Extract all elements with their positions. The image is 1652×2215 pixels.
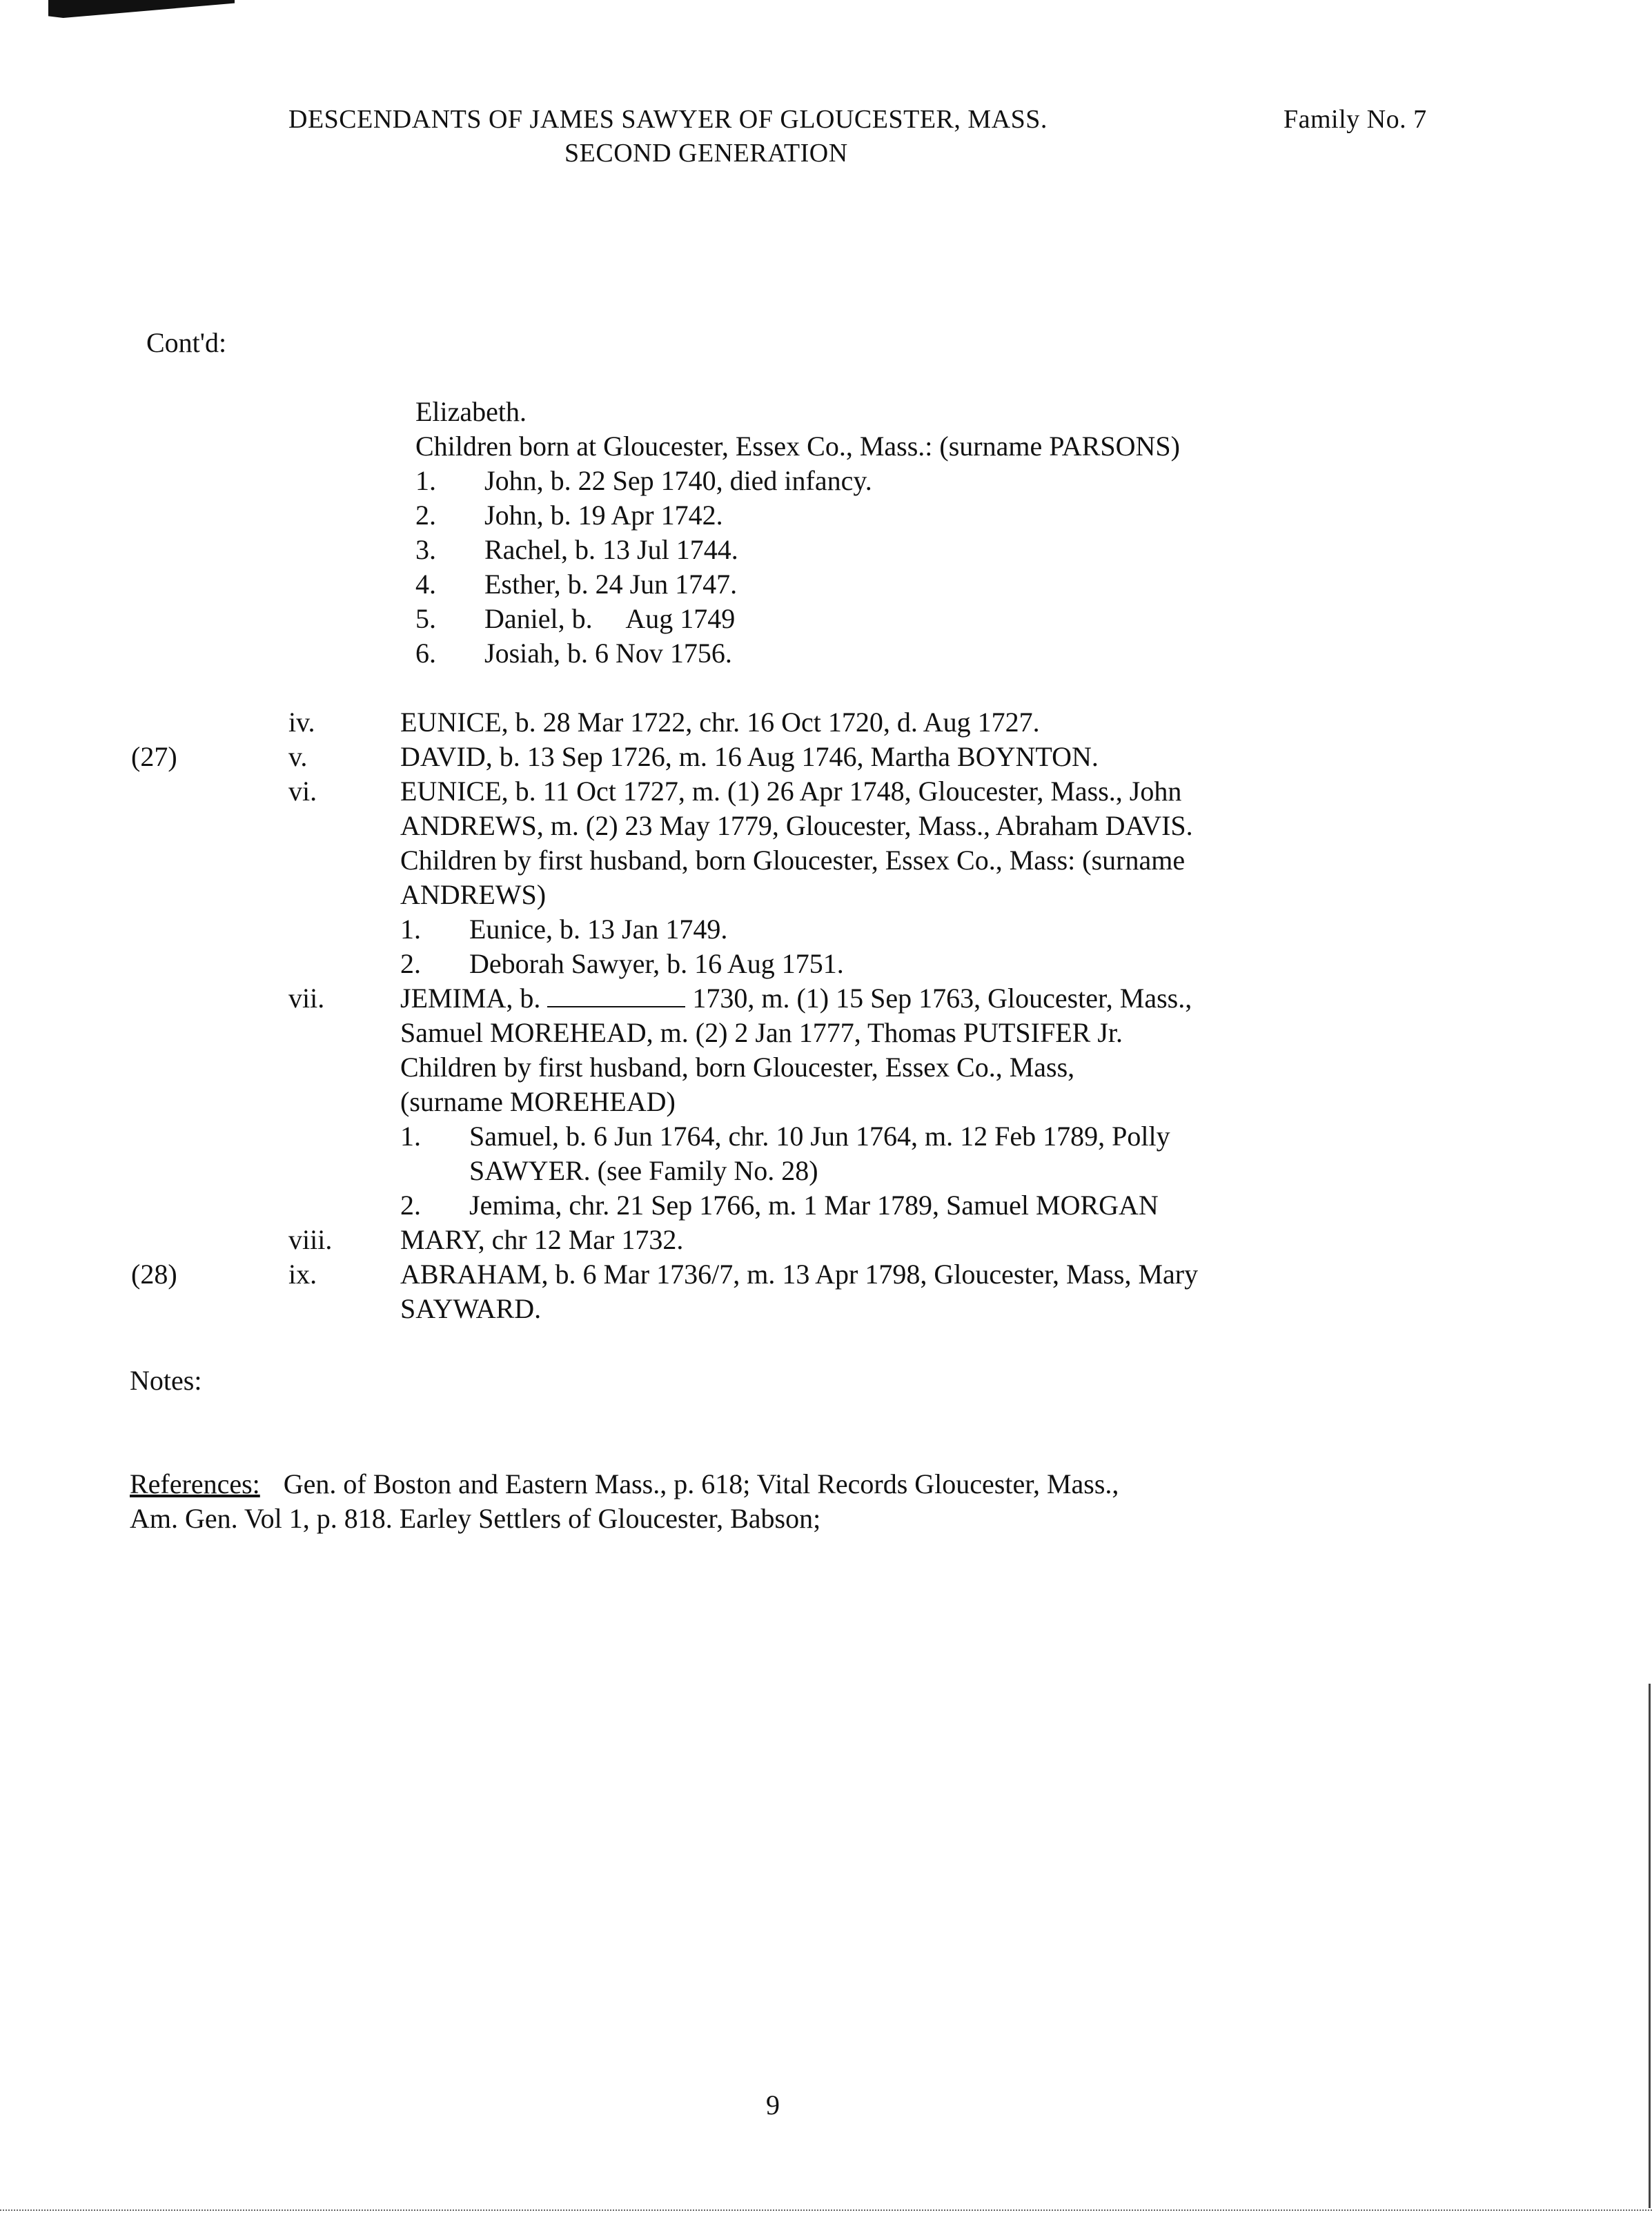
entry-viii-text: MARY, chr 12 Mar 1732.: [400, 1224, 684, 1255]
contd-label: Cont'd:: [146, 327, 227, 358]
entry-v-text: DAVID, b. 13 Sep 1726, m. 16 Aug 1746, Martha BOYNTON.: [400, 741, 1099, 772]
entry-roman-vii: vii.: [288, 983, 325, 1014]
page-title: DESCENDANTS OF JAMES SAWYER OF GLOUCESTER, MASS.: [288, 105, 1048, 134]
references-line: Am. Gen. Vol 1, p. 818. Earley Settlers of Gloucester, Babson;: [130, 1503, 821, 1534]
list-item: 4. Esther, b. 24 Jun 1747.: [415, 569, 738, 600]
references-line: References: Gen. of Boston and Eastern Mass., p. 618; Vital Records Gloucester, Mass.,: [130, 1468, 1119, 1499]
list-item: 5. Daniel, b. Aug 1749: [415, 603, 736, 634]
parsons-name-line: Elizabeth.: [415, 396, 527, 427]
scan-bottom-edge: [0, 2209, 1652, 2212]
entry-vi-line: ANDREWS): [400, 879, 547, 910]
entry-roman-iv: iv.: [288, 707, 315, 738]
list-item: 2. John, b. 19 Apr 1742.: [415, 500, 723, 531]
entry-vii-line: Samuel MOREHEAD, m. (2) 2 Jan 1777, Thomas PUTSIFER Jr.: [400, 1017, 1123, 1048]
references-label: References:: [130, 1468, 260, 1499]
entry-ref-27: (27): [131, 741, 177, 772]
entry-vii-line: (surname MOREHEAD): [400, 1086, 676, 1117]
list-item: 1. Eunice, b. 13 Jan 1749.: [400, 914, 728, 945]
entry-ref-28: (28): [131, 1259, 177, 1290]
entry-vii-line: JEMIMA, b. 1730, m. (1) 15 Sep 1763, Gloucester, Mass.,: [400, 983, 1192, 1014]
blank-line: [547, 983, 685, 1007]
entry-roman-v: v.: [288, 741, 308, 772]
list-item: 3. Rachel, b. 13 Jul 1744.: [415, 534, 738, 565]
entry-vi-line: EUNICE, b. 11 Oct 1727, m. (1) 26 Apr 1748, Gloucester, Mass., John: [400, 776, 1182, 807]
entry-roman-vi: vi.: [288, 776, 317, 807]
parsons-children-intro: Children born at Gloucester, Essex Co., Mass.: (surname PARSONS): [415, 431, 1180, 462]
entry-ix-line: ABRAHAM, b. 6 Mar 1736/7, m. 13 Apr 1798, Gloucester, Mass, Mary: [400, 1259, 1199, 1290]
entry-roman-ix: ix.: [288, 1259, 317, 1290]
entry-iv-text: EUNICE, b. 28 Mar 1722, chr. 16 Oct 1720, d. Aug 1727.: [400, 707, 1040, 738]
scan-artifact-mark: [48, 0, 235, 18]
list-item: 6. Josiah, b. 6 Nov 1756.: [415, 638, 732, 669]
entry-vi-line: ANDREWS, m. (2) 23 May 1779, Gloucester, Mass., Abraham DAVIS.: [400, 810, 1193, 841]
list-item-continuation: SAWYER. (see Family No. 28): [469, 1155, 818, 1186]
entry-vii-line: Children by first husband, born Gloucester, Essex Co., Mass,: [400, 1052, 1075, 1083]
entry-vi-line: Children by first husband, born Gloucester, Essex Co., Mass: (surname: [400, 845, 1186, 876]
notes-label: Notes:: [130, 1365, 202, 1396]
list-item: 2. Deborah Sawyer, b. 16 Aug 1751.: [400, 948, 844, 979]
list-item: 1. John, b. 22 Sep 1740, died infancy.: [415, 465, 872, 496]
list-item: 1. Samuel, b. 6 Jun 1764, chr. 10 Jun 1764, m. 12 Feb 1789, Polly: [400, 1121, 1170, 1152]
list-item: 2. Jemima, chr. 21 Sep 1766, m. 1 Mar 1789, Samuel MORGAN: [400, 1190, 1159, 1221]
entry-roman-viii: viii.: [288, 1224, 333, 1255]
entry-ix-line: SAYWARD.: [400, 1293, 542, 1324]
page-number: 9: [766, 2089, 780, 2120]
scan-edge-line: [1649, 1684, 1651, 2208]
family-number: Family No. 7: [1284, 105, 1427, 134]
page-subtitle: SECOND GENERATION: [564, 139, 848, 168]
